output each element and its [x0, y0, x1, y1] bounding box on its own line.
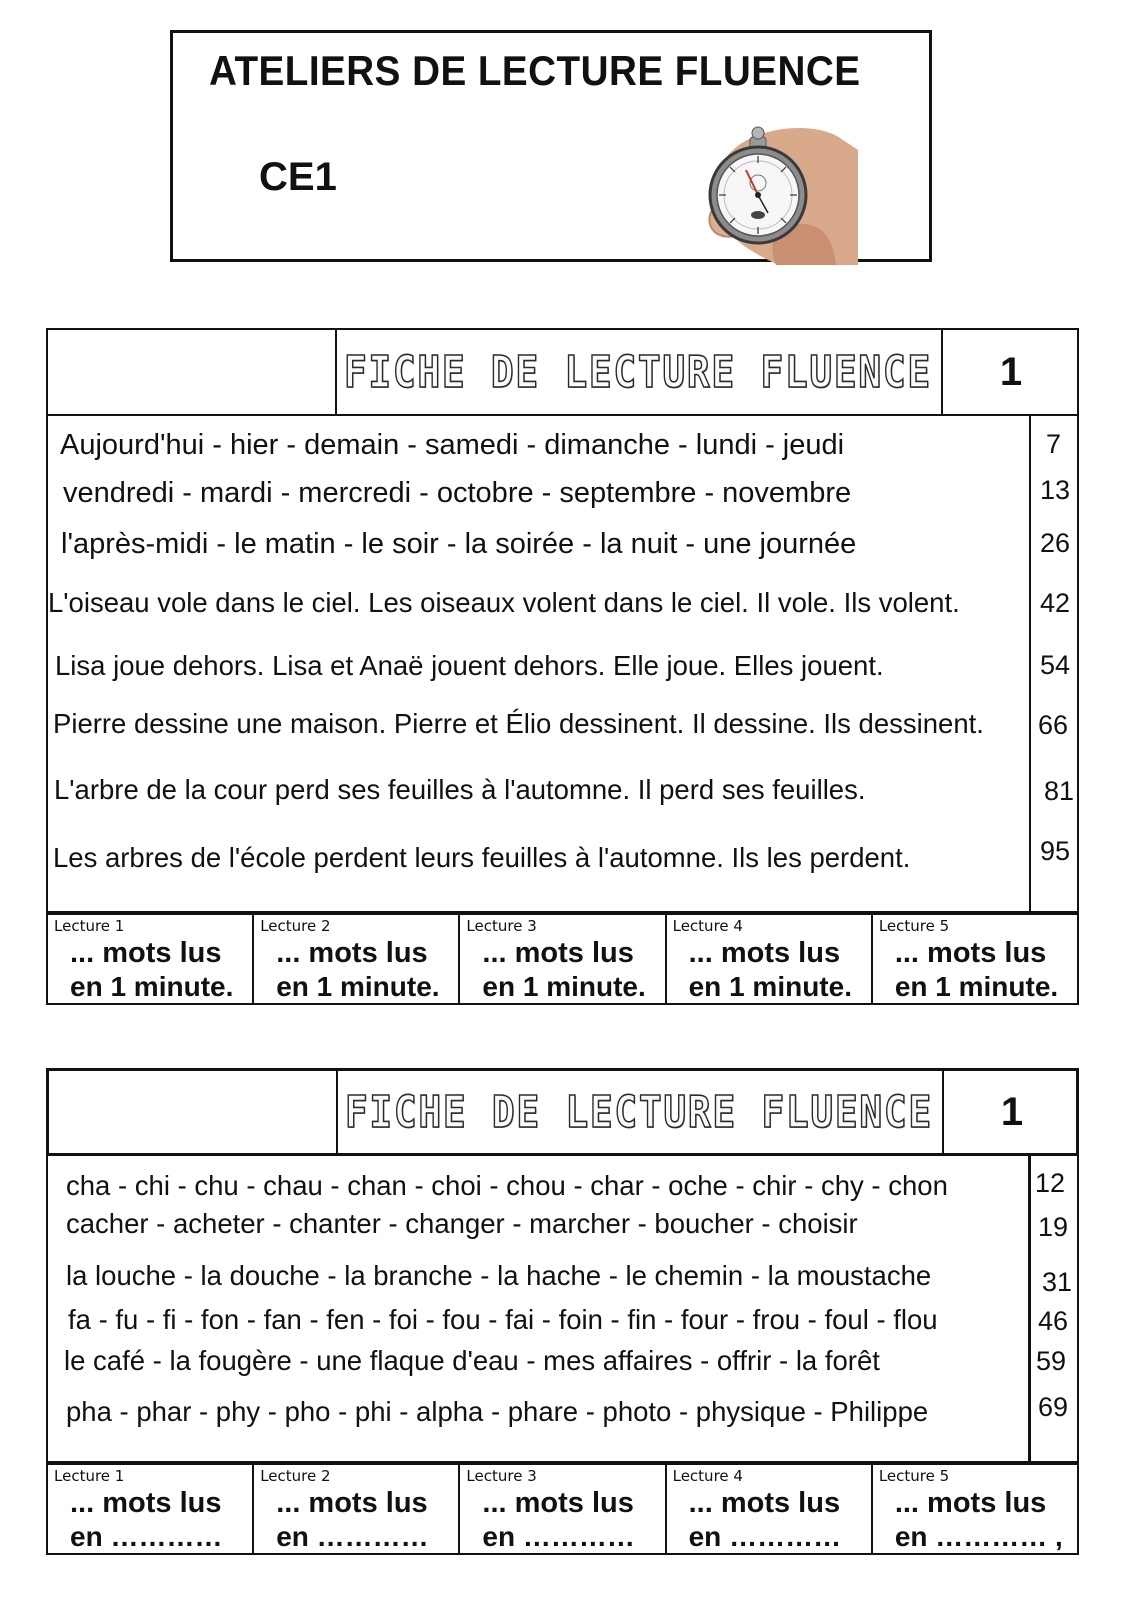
- word-count: 31: [1042, 1267, 1073, 1297]
- header-box: [170, 30, 932, 262]
- word-count: 69: [1038, 1392, 1069, 1422]
- words-read-field: ... mots lus: [70, 937, 222, 969]
- reading-duration: en …………: [482, 1521, 635, 1552]
- reading-line: pha - phar - phy - pho - phi - alpha - phare - photo - physique - Philippe: [66, 1396, 929, 1427]
- fiche-header: [46, 1068, 1079, 1156]
- reading-duration: en ………… ,: [894, 1521, 1063, 1552]
- fiche-number: 1: [1000, 1089, 1024, 1134]
- words-read-field: ... mots lus: [482, 937, 634, 969]
- reading-label: Lecture 3: [466, 917, 537, 935]
- reading-duration: en 1 minute.: [276, 971, 440, 1002]
- reading-text-area: [46, 1156, 1079, 1463]
- reading-label: Lecture 1: [54, 917, 125, 935]
- fiche-header: [46, 328, 1079, 416]
- fiche-title-cell: [336, 1071, 944, 1153]
- name-cell: [49, 1071, 338, 1153]
- word-count: 95: [1040, 836, 1071, 866]
- reading-line: fa - fu - fi - fon - fan - fen - foi - fou - fai - foin - fin - four - frou - foul - flou: [68, 1304, 938, 1335]
- reading-cell-3[interactable]: [460, 915, 666, 1003]
- reading-duration: en 1 minute.: [688, 971, 852, 1002]
- word-count-column: [1029, 416, 1031, 911]
- reading-cell-4[interactable]: [667, 1465, 873, 1553]
- words-read-field: ... mots lus: [70, 1487, 222, 1519]
- words-read-field: ... mots lus: [688, 937, 841, 969]
- words-read-field: ... mots lus: [276, 1487, 428, 1519]
- reading-label: Lecture 4: [672, 917, 743, 935]
- reading-cell-1[interactable]: [48, 1465, 254, 1553]
- reading-cell-5[interactable]: [873, 915, 1077, 1003]
- reading-results-row: [46, 1463, 1079, 1555]
- reading-cell-4[interactable]: [667, 915, 873, 1003]
- reading-duration: en …………: [688, 1521, 842, 1552]
- stopwatch-in-hand-icon: [658, 115, 858, 265]
- words-read-field: ... mots lus: [688, 1487, 841, 1519]
- fiche-title: FICHE DE LECTURE FLUENCE: [344, 1086, 934, 1138]
- word-count: 66: [1038, 710, 1069, 740]
- reading-label: Lecture 5: [878, 917, 950, 935]
- reading-line: L'oiseau vole dans le ciel. Les oiseaux volent dans le ciel. Il vole. Ils volent.: [48, 587, 960, 618]
- word-count: 42: [1040, 588, 1071, 618]
- word-count: 13: [1040, 475, 1071, 505]
- reading-label: Lecture 4: [672, 1467, 743, 1485]
- grade-level: CE1: [259, 155, 337, 199]
- fiche-title: FICHE DE LECTURE FLUENCE: [343, 346, 933, 398]
- reading-label: Lecture 2: [260, 1467, 331, 1485]
- reading-duration: en 1 minute.: [894, 971, 1059, 1002]
- words-read-field: ... mots lus: [894, 937, 1047, 969]
- reading-line: l'après-midi - le matin - le soir - la soirée - la nuit - une journée: [61, 528, 857, 560]
- reading-text-area: [46, 416, 1079, 913]
- word-count: 46: [1038, 1306, 1069, 1336]
- reading-cell-5[interactable]: [873, 1465, 1077, 1553]
- word-count: 12: [1035, 1168, 1066, 1198]
- fiche-number: 1: [999, 349, 1023, 394]
- word-count: 81: [1044, 776, 1075, 806]
- reading-cell-2[interactable]: [254, 1465, 460, 1553]
- reading-line: cha - chi - chu - chau - chan - choi - chou - char - oche - chir - chy - chon: [66, 1170, 948, 1201]
- word-count: 59: [1036, 1346, 1067, 1376]
- word-count: 26: [1040, 528, 1071, 558]
- reading-cell-2[interactable]: [254, 915, 460, 1003]
- reading-line: Les arbres de l'école perdent leurs feuilles à l'automne. Ils les perdent.: [53, 842, 911, 873]
- reading-cell-1[interactable]: [48, 915, 254, 1003]
- name-cell: [48, 330, 337, 414]
- reading-line: Lisa joue dehors. Lisa et Anaë jouent dehors. Elle joue. Elles jouent.: [55, 650, 884, 681]
- reading-line: Pierre dessine une maison. Pierre et Élio dessinent. Il dessine. Ils dessinent.: [53, 708, 984, 739]
- reading-cell-3[interactable]: [460, 1465, 666, 1553]
- reading-line: cacher - acheter - chanter - changer - marcher - boucher - choisir: [66, 1208, 858, 1239]
- reading-line: Aujourd'hui - hier - demain - samedi - dimanche - lundi - jeudi: [60, 429, 845, 461]
- reading-duration: en …………: [70, 1521, 223, 1552]
- word-count-column: [1028, 1156, 1031, 1461]
- reading-duration: en 1 minute.: [70, 971, 234, 1002]
- reading-line: la louche - la douche - la branche - la hache - le chemin - la moustache: [66, 1260, 932, 1291]
- word-count: 19: [1038, 1212, 1069, 1242]
- reading-duration: en …………: [276, 1521, 429, 1552]
- reading-label: Lecture 5: [878, 1467, 950, 1485]
- reading-duration: en 1 minute.: [482, 971, 646, 1002]
- word-count: 7: [1046, 429, 1062, 459]
- reading-label: Lecture 1: [54, 1467, 125, 1485]
- reading-label: Lecture 3: [466, 1467, 537, 1485]
- reading-results-row: [46, 913, 1079, 1005]
- fiche-title-cell: [335, 330, 943, 414]
- words-read-field: ... mots lus: [894, 1487, 1047, 1519]
- reading-line: L'arbre de la cour perd ses feuilles à l'automne. Il perd ses feuilles.: [54, 774, 866, 805]
- word-count: 54: [1040, 650, 1071, 680]
- words-read-field: ... mots lus: [276, 937, 428, 969]
- page-title: ATELIERS DE LECTURE FLUENCE: [209, 47, 861, 94]
- reading-label: Lecture 2: [260, 917, 331, 935]
- words-read-field: ... mots lus: [482, 1487, 634, 1519]
- reading-line: vendredi - mardi - mercredi - octobre - septembre - novembre: [63, 477, 852, 509]
- reading-line: le café - la fougère - une flaque d'eau - mes affaires - offrir - la forêt: [64, 1345, 880, 1376]
